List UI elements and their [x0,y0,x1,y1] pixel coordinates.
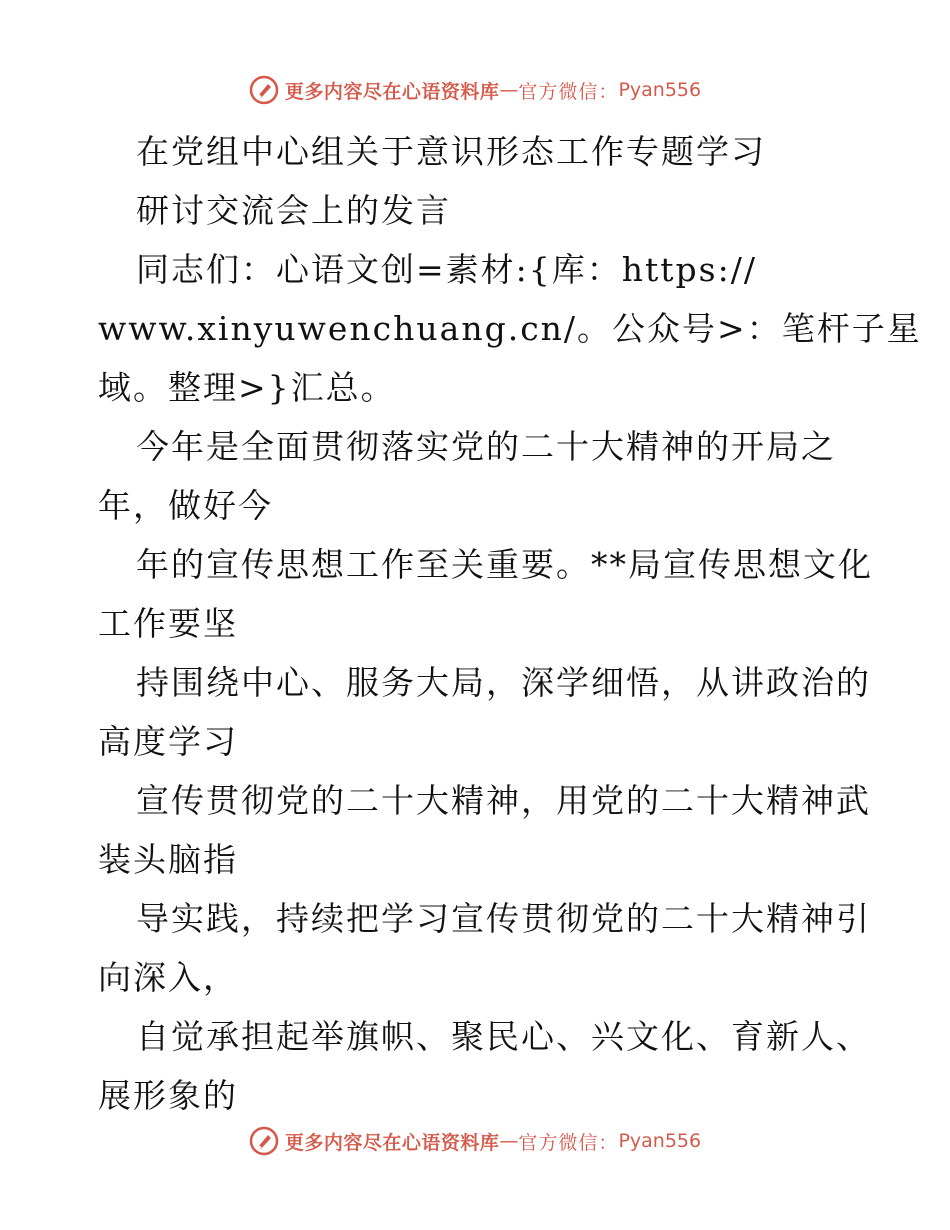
text-line: 域。整理>}汇总。 [98,368,396,407]
text-line: 自觉承担起举旗帜、聚民心、兴文化、育新人、 [136,1017,871,1056]
text-line: 年的宣传思想工作至关重要。**局宣传思想文化 [136,545,873,584]
text-line: www.xinyuwenchuang.cn/。公众号>：笔杆子星 [98,309,922,348]
document-body [98,122,922,1125]
text-line: 同志们：心语文创=素材:{库：https:// [136,250,757,289]
watermark-id: Pyan556 [618,1130,702,1152]
text-line: 研讨交流会上的发言 [136,191,451,230]
watermark-sub-text: 官方微信： [518,80,619,103]
watermark-separator: — [499,79,519,101]
watermark-main-text: 更多内容尽在心语资料库 [284,80,500,103]
pen-logo-icon [249,75,279,105]
text-line: 在党组中心组关于意识形态工作专题学习 [136,132,766,171]
watermark-sub-text: 官方微信： [518,1131,619,1154]
header-watermark [0,70,950,110]
text-line: 工作要坚 [98,604,238,643]
watermark-id: Pyan556 [618,79,702,101]
text-line: 导实践，持续把学习宣传贯彻党的二十大精神引 [136,899,871,938]
text-line: 展形象的 [98,1076,238,1115]
text-line: 向深入， [98,958,238,997]
footer-watermark [0,1121,950,1161]
text-line: 今年是全面贯彻落实党的二十大精神的开局之 [136,427,836,466]
text-line: 装头脑指 [98,840,238,879]
text-line: 高度学习 [98,722,238,761]
watermark-separator: — [499,1130,519,1152]
text-line: 持围绕中心、服务大局，深学细悟，从讲政治的 [136,663,871,702]
watermark-main-text: 更多内容尽在心语资料库 [284,1131,500,1154]
pen-logo-icon [249,1126,279,1156]
text-line: 年，做好今 [98,486,273,525]
text-line: 宣传贯彻党的二十大精神，用党的二十大精神武 [136,781,871,820]
